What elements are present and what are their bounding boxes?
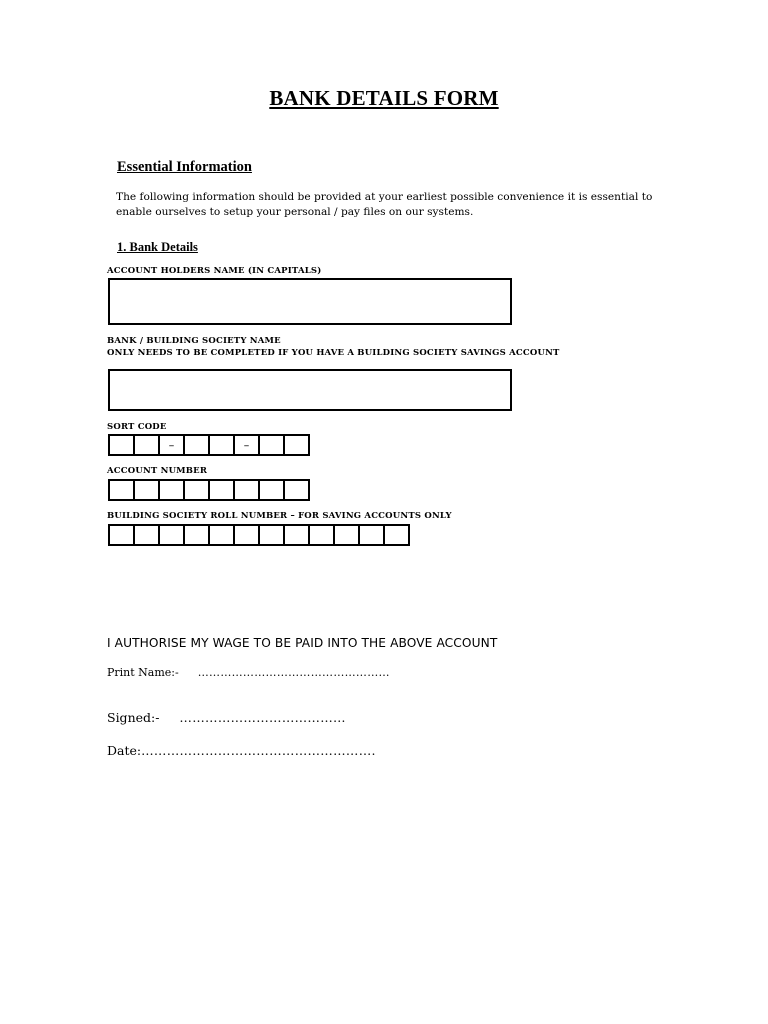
intro-line-1: The following information should be provided at your earliest possible convenience it is essential to (116, 191, 653, 203)
roll-number-cell[interactable] (333, 524, 360, 546)
sort-code-cell[interactable] (183, 434, 210, 456)
roll-number-cell[interactable] (158, 524, 185, 546)
roll-number-cell[interactable] (308, 524, 335, 546)
bank-name-note: ONLY NEEDS TO BE COMPLETED IF YOU HAVE A BUILDING SOCIETY SAVINGS ACCOUNT (107, 348, 560, 358)
sort-code-cell[interactable] (258, 434, 285, 456)
account-number-label: ACCOUNT NUMBER (107, 466, 208, 476)
essential-info-heading: Essential Information (117, 159, 252, 175)
account-number-cell[interactable] (158, 479, 185, 501)
account-number-cell[interactable] (258, 479, 285, 501)
bank-name-field[interactable] (108, 369, 512, 411)
form-title: BANK DETAILS FORM (269, 86, 499, 110)
sort-code-separator: – (158, 434, 185, 456)
sort-code-cell[interactable] (108, 434, 135, 456)
roll-number-field (108, 524, 410, 546)
roll-number-cell[interactable] (283, 524, 310, 546)
roll-number-cell[interactable] (358, 524, 385, 546)
print-name-field[interactable]: …………………………………………… (197, 666, 390, 679)
signed-line (107, 710, 346, 725)
bank-name-label: BANK / BUILDING SOCIETY NAME (107, 336, 281, 346)
roll-number-label: BUILDING SOCIETY ROLL NUMBER – FOR SAVING ACCOUNTS ONLY (107, 511, 452, 521)
roll-number-cell[interactable] (383, 524, 410, 546)
account-number-cell[interactable] (108, 479, 135, 501)
signed-label: Signed:- (107, 710, 160, 725)
account-number-cell[interactable] (233, 479, 260, 501)
sort-code-cell[interactable] (208, 434, 235, 456)
print-name-label: Print Name:- (107, 666, 179, 679)
account-holder-name-field[interactable] (108, 278, 512, 325)
date-label: Date: (107, 743, 142, 758)
intro-line-2: enable ourselves to setup your personal / pay files on our systems. (116, 206, 474, 218)
sort-code-cell[interactable] (283, 434, 310, 456)
intro-paragraph (116, 190, 654, 220)
roll-number-cell[interactable] (108, 524, 135, 546)
authorisation-statement: I AUTHORISE MY WAGE TO BE PAID INTO THE ABOVE ACCOUNT (107, 636, 498, 650)
roll-number-cell[interactable] (208, 524, 235, 546)
bank-details-heading: 1. Bank Details (117, 240, 198, 254)
signature-field[interactable]: ………………………………… (179, 710, 346, 725)
sort-code-separator: – (233, 434, 260, 456)
roll-number-cell[interactable] (183, 524, 210, 546)
sort-code-cell[interactable] (133, 434, 160, 456)
sort-code-field (108, 434, 310, 456)
account-number-cell[interactable] (283, 479, 310, 501)
account-number-field (108, 479, 310, 501)
date-line (107, 743, 376, 758)
account-number-cell[interactable] (208, 479, 235, 501)
account-holder-label: ACCOUNT HOLDERS NAME (IN CAPITALS) (107, 266, 322, 276)
roll-number-cell[interactable] (258, 524, 285, 546)
print-name-line (107, 666, 390, 679)
account-number-cell[interactable] (183, 479, 210, 501)
roll-number-cell[interactable] (133, 524, 160, 546)
account-number-cell[interactable] (133, 479, 160, 501)
sort-code-label: SORT CODE (107, 422, 167, 432)
roll-number-cell[interactable] (233, 524, 260, 546)
date-field[interactable]: ………………………………………………. (141, 743, 376, 758)
